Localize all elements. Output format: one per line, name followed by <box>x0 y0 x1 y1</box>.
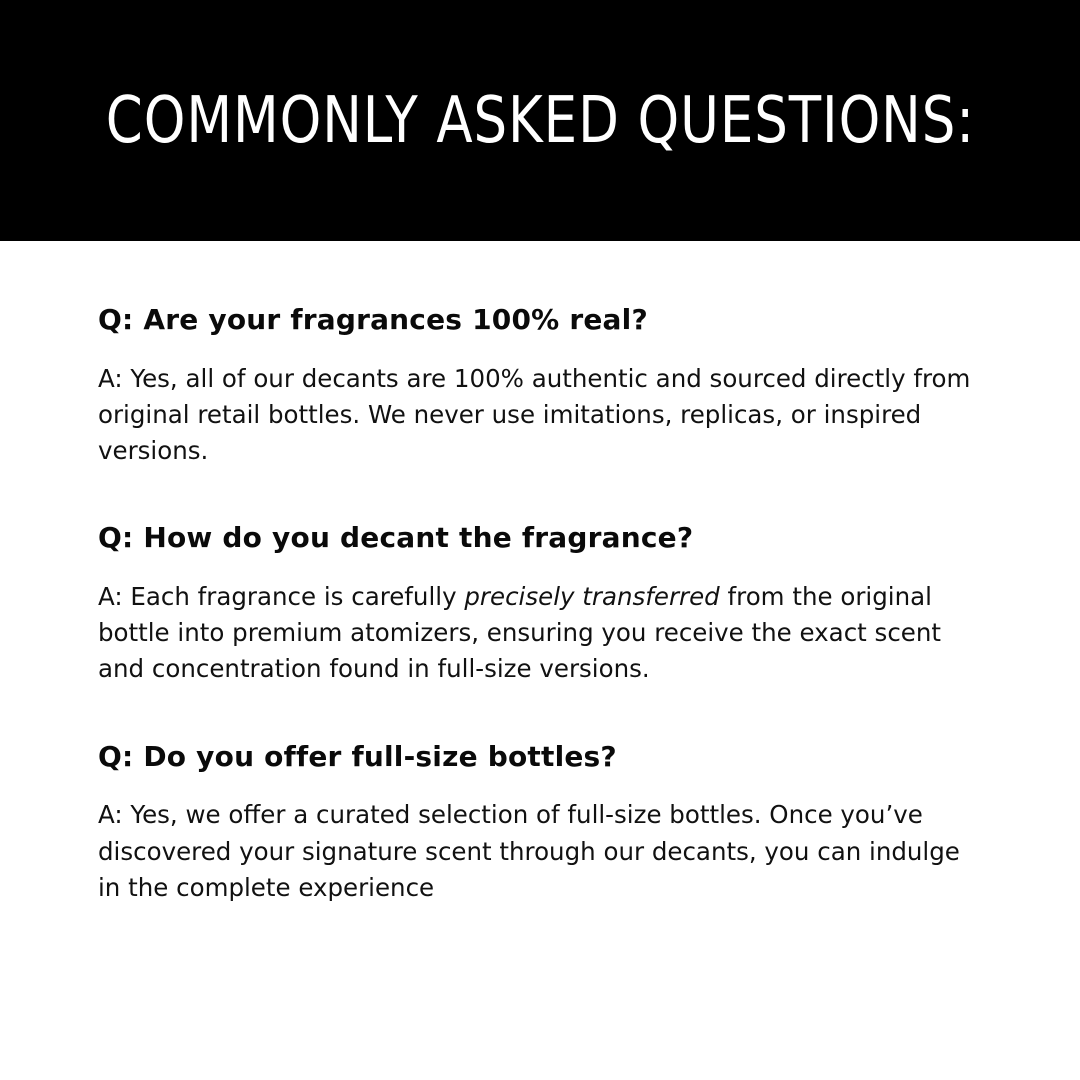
faq-question: Q: Do you offer full-size bottles? <box>98 739 617 773</box>
faq-item <box>98 521 984 687</box>
faq-question: Q: How do you decant the fragrance? <box>98 521 694 555</box>
faq-answer-text-before: A: Yes, we offer a curated selection of full-size bottles. Once you’ve discovered your signature scent through our decants, you can indulge in the complete experience <box>98 800 960 902</box>
faq-answer <box>98 361 984 470</box>
faq-answer <box>98 797 984 906</box>
faq-answer <box>98 579 984 688</box>
faq-question: Q: Are your fragrances 100% real? <box>98 303 648 336</box>
page-title: COMMONLY ASKED QUESTIONS: <box>105 83 975 158</box>
faq-answer-emphasis: precisely transferred <box>464 581 720 611</box>
faq-answer-text-before: A: Yes, all of our decants are 100% authentic and sourced directly from original retail bottles. We never use imitations, replicas, or inspired versions. <box>98 363 971 466</box>
faq-list <box>0 241 1080 906</box>
faq-answer-text-after: from the original bottle into premium atomizers, ensuring you receive the exact scent and concentration found in full-size versions. <box>98 581 942 684</box>
faq-answer-text-before: A: Each fragrance is carefully <box>98 581 465 611</box>
faq-item <box>98 740 984 906</box>
header-banner <box>0 0 1080 241</box>
faq-item <box>98 303 984 469</box>
